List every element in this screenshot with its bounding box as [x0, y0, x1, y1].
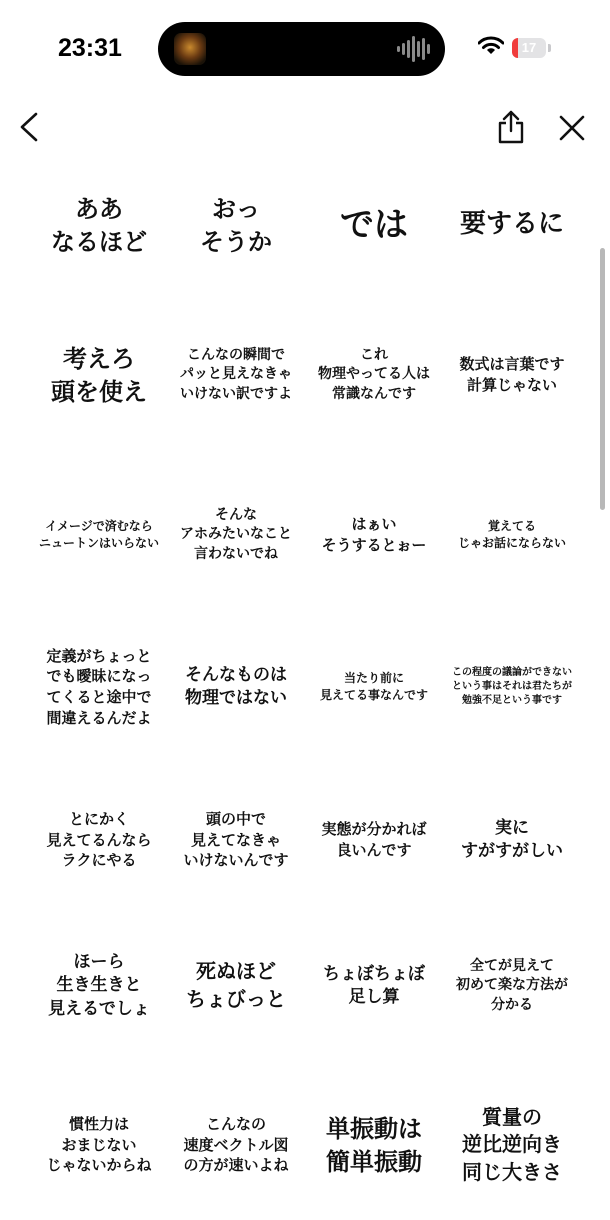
sticker-item[interactable]: この程度の議論ができない という事はそれは君たちが 勉強不足という事です — [452, 667, 572, 706]
sticker-item[interactable]: では — [340, 204, 408, 245]
sticker-item[interactable]: 頭の中で 見えてなきゃ いけないんです — [183, 809, 289, 870]
share-icon[interactable] — [496, 110, 526, 144]
wifi-icon — [478, 36, 504, 56]
sticker-item[interactable]: 定義がちょっと でも曖昧になっ てくると途中で 間違えるんだよ — [46, 646, 152, 727]
sticker-item[interactable]: 実に すがすがしい — [461, 817, 563, 861]
album-art-icon[interactable] — [174, 33, 206, 65]
sticker-item[interactable]: 死ぬほど ちょびっと — [186, 959, 286, 1011]
sticker-item[interactable]: そんなものは 物理ではない — [185, 664, 287, 708]
sticker-item[interactable]: とにかく 見えてるんなら ラクにやる — [46, 809, 152, 870]
sticker-item[interactable]: こんなの瞬間で パッと見えなきゃ いけない訳ですよ — [180, 347, 292, 402]
sticker-item[interactable]: 質量の 逆比逆向き 同じ大きさ — [462, 1104, 562, 1184]
scrollbar[interactable] — [600, 248, 605, 510]
battery-level-label: 17 — [521, 40, 537, 55]
sticker-item[interactable]: 覚えてる じゃお話にならない — [457, 519, 566, 550]
sticker-item[interactable]: 考えろ 頭を使え — [51, 343, 147, 406]
sticker-item[interactable]: 慣性力は おまじない じゃないからね — [46, 1114, 152, 1175]
sticker-item[interactable]: 当たり前に 見えてる事なんです — [319, 671, 428, 702]
sticker-grid — [0, 150, 610, 1200]
sticker-item[interactable]: イメージで済むなら ニュートンはいらない — [38, 519, 159, 550]
sticker-item[interactable]: これ 物理やってる人は 常識なんです — [318, 347, 430, 402]
sticker-item[interactable]: 要するに — [459, 209, 564, 240]
sticker-item[interactable]: おっ そうか — [200, 193, 272, 256]
sticker-item[interactable]: ああ なるほど — [51, 193, 147, 256]
sticker-item[interactable]: 全てが見えて 初めて楽な方法が 分かる — [456, 958, 568, 1013]
battery-cap — [548, 44, 551, 52]
audio-waveform-icon — [397, 36, 431, 62]
sticker-item[interactable]: 単振動は 簡単振動 — [326, 1113, 422, 1176]
close-icon[interactable] — [558, 114, 586, 142]
dynamic-island[interactable] — [158, 22, 445, 76]
back-chevron-icon[interactable] — [18, 112, 40, 142]
sticker-item[interactable]: ほーら 生き生きと 見えるでしょ — [48, 951, 150, 1019]
sticker-item[interactable]: そんな アホみたいなこと 言わないでね — [180, 507, 292, 562]
sticker-item[interactable]: こんなの 速度ベクトル図 の方が速いよね — [183, 1114, 289, 1175]
battery-icon — [512, 38, 546, 58]
sticker-item[interactable]: はぁい そうするとぉー — [321, 515, 427, 554]
sticker-item[interactable]: 数式は言葉です 計算じゃない — [459, 355, 565, 394]
status-time: 23:31 — [58, 34, 122, 62]
sticker-item[interactable]: 実態が分かれば 良いんです — [321, 820, 427, 859]
sticker-item[interactable]: ちょぼちょぼ 足し算 — [323, 963, 425, 1007]
